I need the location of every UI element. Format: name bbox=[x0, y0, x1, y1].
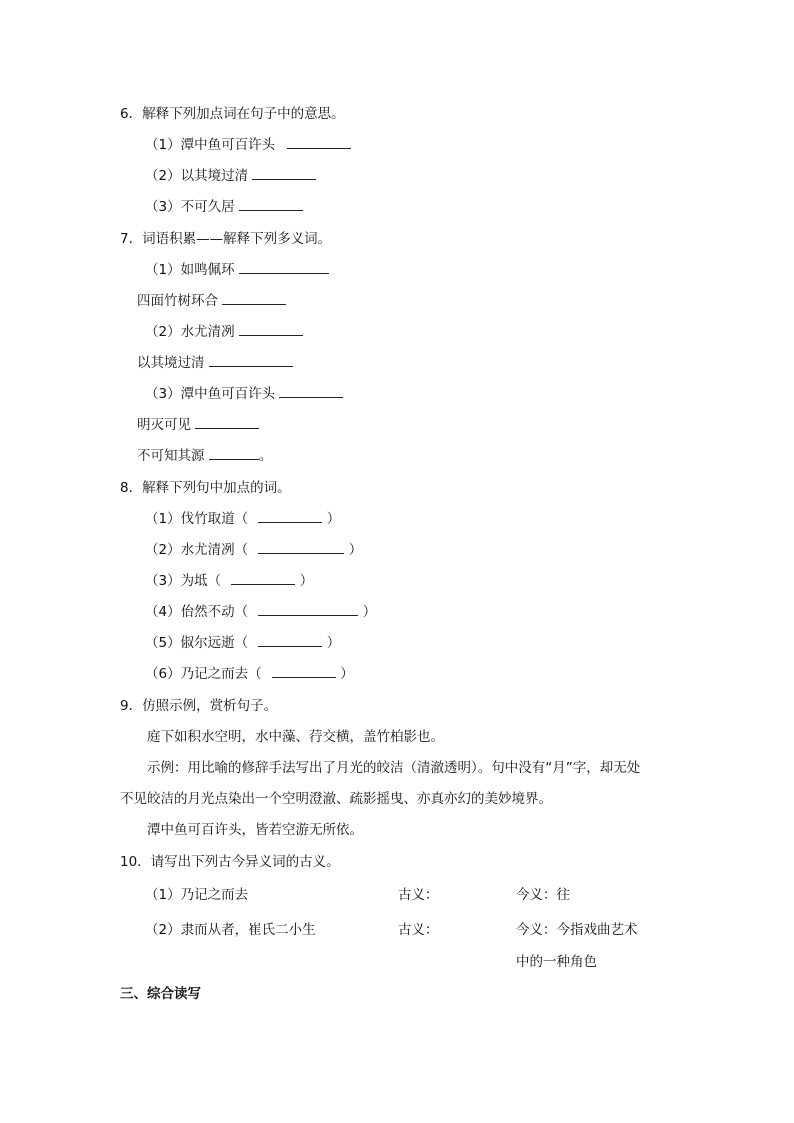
q10-row-2-phrase: （2）隶而从者，崔氏二小生 bbox=[145, 922, 316, 938]
q7-line-7 bbox=[137, 447, 272, 465]
answer-blank[interactable] bbox=[222, 292, 286, 305]
q10-row-1-phrase: （1）乃记之而去 bbox=[145, 887, 249, 903]
q7-line-2 bbox=[137, 292, 286, 310]
q7-line-6 bbox=[137, 416, 259, 434]
question-10-title: 10．请写出下列古今异义词的古义。 bbox=[120, 854, 340, 870]
q8-item-1 bbox=[145, 510, 340, 528]
q7-line-5 bbox=[145, 385, 343, 403]
q8-item-4-text: （4）佁然不动（ bbox=[145, 604, 249, 620]
q6-item-1 bbox=[145, 136, 351, 154]
q8-item-6-close: ） bbox=[340, 666, 354, 682]
q7-line-4-text: 以其境过清 bbox=[137, 355, 205, 371]
q8-item-4-close: ） bbox=[362, 604, 377, 620]
q8-item-4 bbox=[145, 603, 376, 621]
question-8-title: 8．解释下列句中加点的词。 bbox=[120, 480, 291, 496]
answer-blank[interactable] bbox=[209, 354, 293, 367]
q8-item-6 bbox=[145, 665, 354, 683]
q7-line-3 bbox=[145, 323, 303, 341]
q10-row-1-ancient[interactable]: 古义： bbox=[398, 887, 439, 903]
q6-item-3-text: （3）不可久居 bbox=[145, 199, 235, 215]
q6-item-3 bbox=[145, 198, 303, 216]
answer-blank[interactable] bbox=[258, 541, 344, 554]
q8-item-3-text: （3）为坻（ bbox=[145, 573, 222, 589]
q9-example-line-1: 示例：用比喻的修辞手法写出了月光的皎洁（清澈透明）。句中没有“月”字，却无处 bbox=[147, 760, 641, 776]
answer-blank[interactable] bbox=[252, 167, 316, 180]
answer-blank[interactable] bbox=[239, 323, 303, 336]
answer-blank[interactable] bbox=[209, 447, 259, 460]
answer-blank[interactable] bbox=[239, 198, 303, 211]
q8-item-1-text: （1）伐竹取道（ bbox=[145, 511, 249, 527]
q8-item-2-close: ） bbox=[348, 542, 363, 558]
q8-item-1-close: ） bbox=[326, 511, 341, 527]
q10-row-1-modern: 今义：往 bbox=[516, 887, 570, 903]
q6-item-2 bbox=[145, 167, 316, 185]
q7-line-5-text: （3）潭中鱼可百许头 bbox=[145, 386, 276, 402]
answer-blank[interactable] bbox=[272, 665, 336, 678]
answer-blank[interactable] bbox=[231, 572, 295, 585]
q8-item-5-close: ） bbox=[326, 635, 341, 651]
q8-item-3 bbox=[145, 572, 313, 590]
q7-line-7-period: 。 bbox=[258, 448, 273, 464]
q9-example-line-2: 不见皎洁的月光点染出一个空明澄澈、疏影摇曳、亦真亦幻的美妙境界。 bbox=[120, 791, 552, 807]
q7-line-4 bbox=[137, 354, 293, 372]
q8-item-5-text: （5）俶尔远逝（ bbox=[145, 635, 249, 651]
q8-item-2-text: （2）水尤清冽（ bbox=[145, 542, 249, 558]
q8-item-3-close: ） bbox=[299, 573, 314, 589]
q7-line-1-text: （1）如鸣佩环 bbox=[145, 262, 235, 278]
q6-item-2-text: （2）以其境过清 bbox=[145, 168, 249, 184]
q10-row-2-modern: 今义：今指戏曲艺术 bbox=[516, 922, 638, 938]
q7-line-3-text: （2）水尤清冽 bbox=[145, 324, 235, 340]
q10-row-2-modern-cont: 中的一种角色 bbox=[516, 954, 597, 970]
answer-blank[interactable] bbox=[195, 416, 259, 429]
q8-item-6-text: （6）乃记之而去（ bbox=[145, 666, 262, 682]
q8-item-5 bbox=[145, 634, 340, 652]
answer-blank[interactable] bbox=[279, 385, 343, 398]
q10-row-2-ancient[interactable]: 古义： bbox=[398, 922, 439, 938]
answer-blank[interactable] bbox=[258, 603, 358, 616]
question-6-title: 6．解释下列加点词在句子中的意思。 bbox=[120, 106, 345, 122]
q7-line-6-text: 明灭可见 bbox=[137, 417, 191, 433]
q9-task-sentence: 潭中鱼可百许头，皆若空游无所依。 bbox=[147, 822, 363, 838]
q7-line-1 bbox=[145, 261, 329, 279]
q6-item-1-text: （1）潭中鱼可百许头 bbox=[145, 137, 276, 153]
question-7-title: 7．词语积累——解释下列多义词。 bbox=[120, 231, 332, 247]
section-3-heading: 三、综合读写 bbox=[120, 986, 201, 1002]
answer-blank[interactable] bbox=[287, 136, 351, 149]
q8-item-2 bbox=[145, 541, 362, 559]
answer-blank[interactable] bbox=[258, 634, 322, 647]
answer-blank[interactable] bbox=[258, 510, 322, 523]
question-9-title: 9．仿照示例，赏析句子。 bbox=[120, 698, 278, 714]
q7-line-2-text: 四面竹树环合 bbox=[137, 293, 218, 309]
q9-sentence: 庭下如积水空明，水中藻、荇交横，盖竹柏影也。 bbox=[147, 729, 444, 745]
q7-line-7-text: 不可知其源 bbox=[137, 448, 205, 464]
answer-blank[interactable] bbox=[239, 261, 329, 274]
